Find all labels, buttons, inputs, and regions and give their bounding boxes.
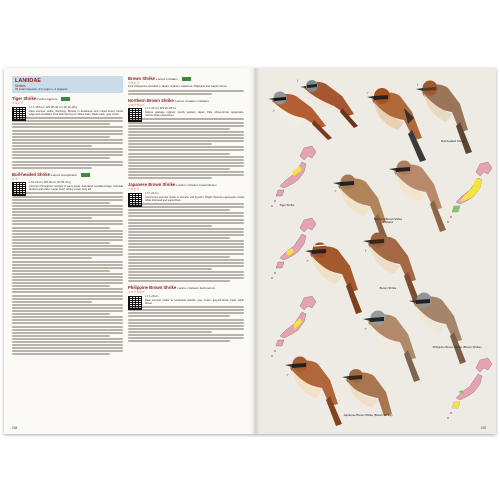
- species-japanese: モズ: [12, 176, 18, 181]
- species-measure: L 17–20 cm; WS 26–28 cm: [145, 107, 177, 111]
- species-latin: Lanius cristatus lucionensis: [177, 286, 216, 291]
- species-latin: Lanius bucephalus: [51, 172, 77, 177]
- female-symbol-icon: ♀: [416, 82, 419, 87]
- male-symbol-icon: ♂: [306, 258, 309, 263]
- book-spread: [4, 68, 496, 434]
- label-tiger-shrike: Tiger Shrike: [279, 203, 295, 207]
- qr-code-icon[interactable]: [12, 182, 26, 196]
- page-number-left: 248: [12, 426, 18, 430]
- status-badge: [81, 173, 90, 177]
- bull-headed-shrike-illustration: [367, 88, 426, 162]
- male-symbol-icon: ♂: [366, 90, 369, 95]
- range-map-northern: [271, 218, 316, 279]
- right-page-plate: [254, 68, 496, 434]
- species-text: Scarce passage migrant, mostly western Japan. Pale rufous-brown upperparts, narrow white supercilium.: [145, 111, 244, 118]
- male-symbol-icon: ♂: [334, 188, 337, 193]
- qr-code-icon[interactable]: [128, 108, 142, 122]
- species-measure: L 17–20 cm: [145, 191, 159, 195]
- label-bull-headed-shrike: Bull-headed Shrike: [441, 139, 465, 143]
- status-badge: [61, 97, 70, 101]
- species-measure: L 17–20 cm: [145, 294, 159, 298]
- species-entry-northern: [128, 98, 244, 180]
- species-entry-philippine: [128, 285, 244, 342]
- species-name: Japanese Brown Shrike: [128, 182, 176, 188]
- qr-code-icon[interactable]: [12, 107, 26, 121]
- label-northern-brown-shrike: Northern Brown Shrike cristatus: [373, 217, 403, 225]
- species-latin: Lanius cristatus superciliosus: [176, 183, 217, 188]
- qr-code-icon[interactable]: [128, 296, 142, 310]
- left-page: [4, 68, 254, 434]
- species-latin: Lanius cristatus cristatus: [175, 98, 209, 103]
- species-name: Brown Shrike: [128, 76, 155, 81]
- species-name: Tiger Shrike: [12, 96, 37, 102]
- page-number-right: 249: [480, 426, 486, 430]
- male-symbol-icon: ♂: [272, 108, 275, 113]
- label-japanese-brown-shrike: Japanese Brown Shrike (Brown Shrike): [343, 413, 393, 417]
- species-measure: L 17–18.5 cm; WS 28–30 cm; Wt 26–38 g: [29, 105, 78, 109]
- species-japanese: アカモズ: [128, 81, 140, 85]
- book-gutter: [250, 68, 260, 434]
- species-measure: L 19–20 cm; WS 28 cm; Wt 35–54 g: [29, 181, 71, 185]
- species-text: Rare summer visitor to southwest islands; grey crown, greyish-brown back, white throat.: [145, 298, 244, 305]
- range-map-tiger: [271, 146, 316, 207]
- species-entry-brown: [128, 76, 244, 95]
- range-map-bull-headed: [447, 162, 492, 223]
- family-subtitle: Shrikes: [15, 84, 26, 88]
- label-philippine-brown-shrike: Philippine Brown Shrike (Brown Shrike): [432, 345, 482, 349]
- range-map-japanese: [271, 296, 316, 357]
- female-symbol-icon: ♀: [296, 78, 299, 83]
- species-name: Northern Brown Shrike: [128, 97, 174, 103]
- species-text: Uncommon summer visitor to Honshu and Kyushu. Bright chestnut upperparts, broad white forehead and supercilium.: [145, 195, 244, 202]
- philippine-brown-shrike-illustration: [409, 293, 466, 365]
- species-text: Four subspecies recorded in Japan: northern, Japanese, Philippine and vagrant forms.: [128, 85, 228, 89]
- species-entry-tiger: [12, 96, 123, 168]
- family-count: 76 extant species, 4 in region + 2 vagrants: [15, 87, 68, 91]
- species-text: Common throughout; resident in warm areas. Farmland, woodland edge, riverside thickets and parks. Large head, rufous crown, long tail.: [29, 185, 123, 192]
- species-body: [128, 107, 244, 179]
- range-map-philippine: [447, 358, 492, 419]
- philippine-brown-shrike-2-illustration: [363, 311, 420, 383]
- species-body: [12, 181, 123, 355]
- japanese-brown-shrike-female-illustration: [363, 233, 420, 305]
- species-name: Bull-headed Shrike: [12, 171, 50, 177]
- species-entry-bullheaded: [12, 172, 123, 356]
- species-latin: Lanius cristatus: [156, 77, 178, 81]
- male-symbol-icon: ♂: [286, 372, 289, 377]
- species-entry-japanese: [128, 182, 244, 282]
- male-symbol-icon: ♂: [364, 326, 367, 331]
- species-body: [12, 106, 123, 169]
- female-symbol-icon: ♀: [364, 248, 367, 253]
- species-japanese: シマアカモズ: [128, 102, 145, 107]
- bird-plate: [254, 68, 496, 434]
- japanese-brown-shrike-juvenile-illustration: [285, 357, 342, 427]
- species-japanese: シマアカモズ: [128, 290, 145, 295]
- species-text: Rare summer visitor; declining. Breeds in deciduous and mixed forest, forest edge and woodland. Fine dark barring on rufous back, black mask, grey crown.: [29, 109, 123, 116]
- species-name: Philippine Brown Shrike: [128, 285, 177, 291]
- family-header: [12, 76, 123, 93]
- status-badge: [182, 77, 191, 81]
- left-column: [12, 76, 123, 356]
- species-japanese: チゴモズ: [12, 101, 24, 106]
- right-column: [128, 76, 244, 343]
- family-title: LANIIDAE: [15, 78, 41, 84]
- species-body: [128, 192, 244, 283]
- species-body: [128, 295, 244, 342]
- species-japanese: アカモズ: [128, 187, 140, 192]
- qr-code-icon[interactable]: [128, 193, 142, 207]
- japanese-brown-shrike-female-2-illustration: [342, 369, 392, 416]
- species-latin: Lanius tigrinus: [37, 97, 58, 102]
- label-brown-shrike: Brown Shrike: [379, 286, 397, 290]
